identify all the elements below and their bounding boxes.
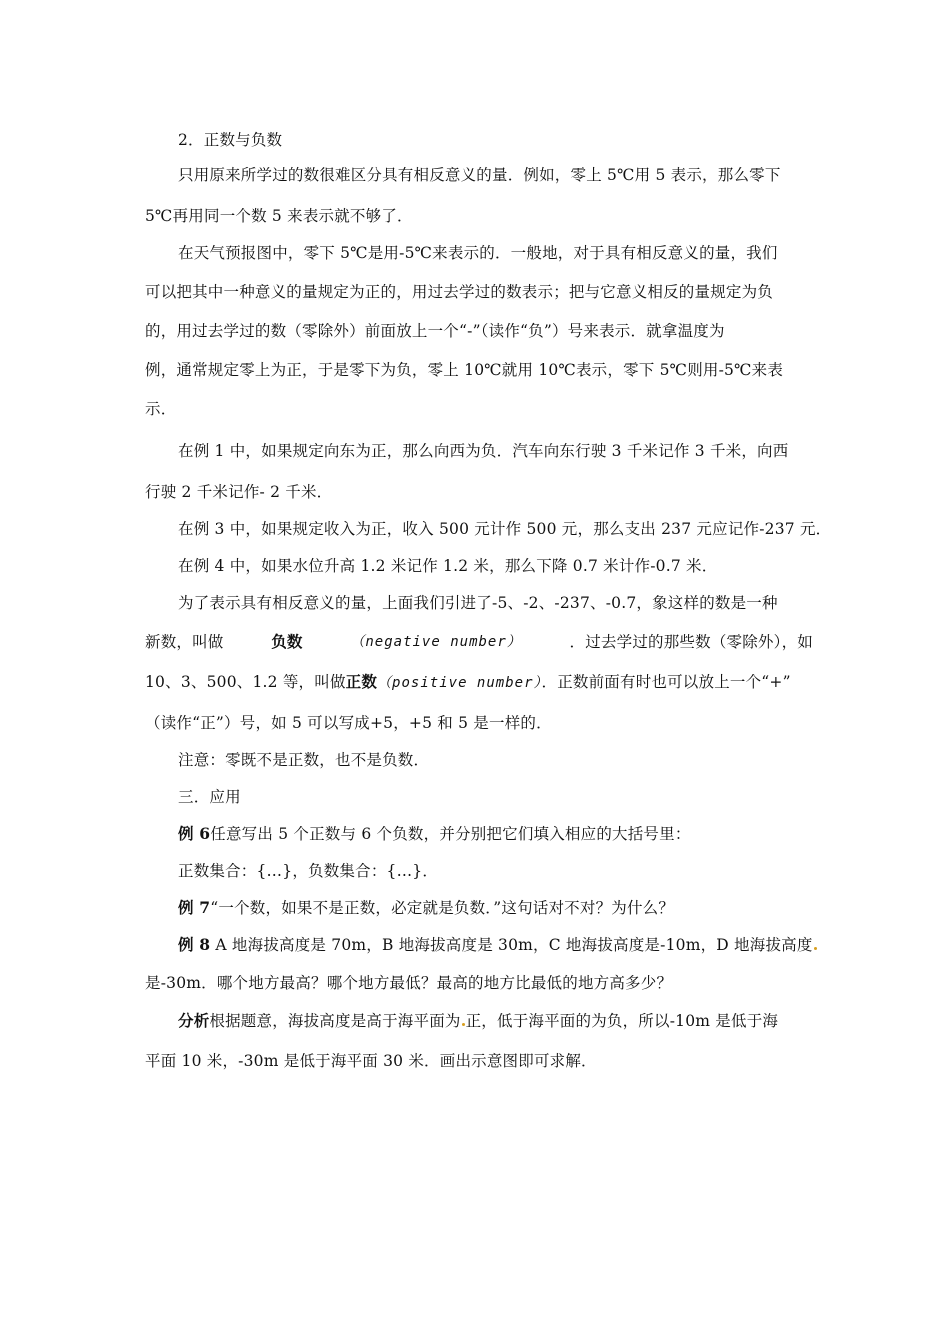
marker-dot: [462, 1023, 465, 1026]
paragraph-line: 是-30m．哪个地方最高？哪个地方最低？最高的地方比最低的地方高多少？: [145, 974, 673, 992]
text-span: 10、3、500、1.2 等，叫做: [145, 673, 346, 691]
analysis-text: 根据题意，海拔高度是高于海平面为: [209, 1012, 461, 1030]
paragraph-line: 在例 3 中，如果规定收入为正，收入 500 元计作 500 元，那么支出 237 元应记作-237 元．: [178, 520, 832, 538]
term-negative-number: 负数: [271, 632, 303, 651]
text-span: ．正数前面有时也可以放上一个“+”: [541, 673, 791, 691]
paragraph-line: 可以把其中一种意义的量规定为正的，用过去学过的数表示；把与它意义相反的量规定为负: [145, 283, 774, 301]
section-heading-application: 三．应用: [178, 788, 241, 806]
paragraph-line: 平面 10 米，-30m 是低于海平面 30 米．画出示意图即可求解．: [145, 1052, 597, 1070]
section-heading-positive-negative: 2．正数与负数: [178, 131, 283, 149]
paragraph-line: 在例 1 中，如果规定向东为正，那么向西为负．汽车向东行驶 3 千米记作 3 千米，向西: [178, 442, 789, 460]
term-negative-number-english: （negative number）: [350, 634, 522, 650]
term-positive-number-english: （positive number）: [377, 675, 542, 691]
example-label: 例 8: [178, 935, 211, 954]
paragraph-line: 示．: [145, 400, 177, 418]
paragraph-line: 5℃再用同一个数 5 来表示就不够了．: [145, 207, 413, 225]
example-6-sets: 正数集合：{…}，负数集合：{…}．: [178, 862, 439, 880]
paragraph-line-positive-definition: [145, 672, 791, 693]
analysis-text: 正，低于海平面的为负，所以-10m 是低于海: [465, 1012, 779, 1030]
marker-dot: [814, 947, 817, 950]
example-6: [178, 824, 691, 844]
text-span: 新数，叫做: [145, 633, 224, 651]
paragraph-line: 只用原来所学过的数很难区分具有相反意义的量．例如，零上 5℃用 5 表示，那么零下: [178, 166, 781, 184]
paragraph-line: 为了表示具有相反意义的量，上面我们引进了-5、-2、-237、-0.7，象这样的数是一种: [178, 594, 778, 612]
example-label: 例 7: [178, 898, 211, 917]
paragraph-line: 在天气预报图中，零下 5℃是用-5℃来表示的．一般地，对于具有相反意义的量，我们: [178, 244, 778, 262]
paragraph-line: （读作“正”）号，如 5 可以写成+5，+5 和 5 是一样的．: [145, 714, 552, 732]
paragraph-line: 在例 4 中，如果水位升高 1.2 米记作 1.2 米，那么下降 0.7 米计作-0.7 米．: [178, 557, 718, 575]
note-line: 注意：零既不是正数，也不是负数．: [178, 751, 430, 769]
example-label: 例 6: [178, 824, 211, 843]
analysis-label: 分析: [178, 1011, 210, 1030]
example-text: A 地海拔高度是 70m，B 地海拔高度是 30m，C 地海拔高度是-10m，D 地海拔高度: [210, 936, 813, 954]
paragraph-line-negative-definition: [145, 632, 813, 652]
paragraph-line: 的，用过去学过的数（零除外）前面放上一个“-”（读作“负”）号来表示．就拿温度为: [145, 322, 725, 340]
example-7: [178, 898, 674, 918]
example-text: “一个数，如果不是正数，必定就是负数．”这句话对不对？为什么？: [210, 899, 675, 917]
example-8: [178, 935, 818, 955]
analysis: [178, 1011, 778, 1031]
example-text: 任意写出 5 个正数与 6 个负数，并分别把它们填入相应的大括号里：: [210, 825, 691, 843]
term-positive-number: 正数: [345, 672, 378, 691]
paragraph-line: 例，通常规定零上为正，于是零下为负，零上 10℃就用 10℃表示，零下 5℃则用-5℃来表: [145, 361, 784, 379]
text-span: ．过去学过的那些数（零除外），如: [569, 633, 813, 651]
paragraph-line: 行驶 2 千米记作- 2 千米．: [145, 483, 333, 501]
